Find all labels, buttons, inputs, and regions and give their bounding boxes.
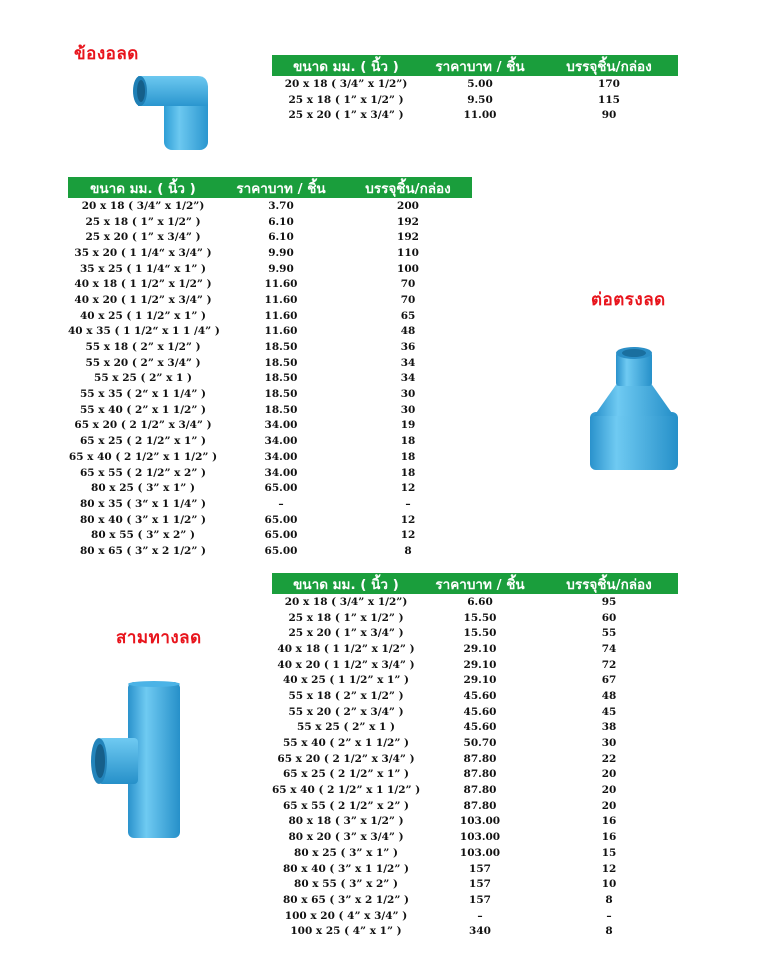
cell-size: 40 x 25 ( 1 1/2” x 1” ) [282,674,410,687]
cell-size: 40 x 25 ( 1 1/2” x 1” ) [79,309,207,322]
cell-size: 65 x 40 ( 2 1/2” x 1 1/2” ) [68,450,218,463]
cell-price: 3.70 [268,199,294,212]
table-row [68,512,472,528]
table-row [68,433,472,449]
cell-price: 65.00 [264,544,298,557]
cell-size: 65 x 25 ( 2 1/2” x 1” ) [282,768,410,781]
cell-size: 25 x 20 ( 1” x 3/4” ) [85,231,201,244]
cell-price: 65.00 [264,513,298,526]
cell-size: 35 x 25 ( 1 1/4“ x 1” ) [79,262,207,275]
table-row [68,276,472,292]
cell-size: 55 x 40 ( 2” x 1 1/2” ) [79,403,207,416]
cell-size: 80 x 65 ( 3” x 2 1/2” ) [79,544,207,557]
header-price: ราคาบาท / ชิ้น [236,180,326,197]
table-row [68,355,472,371]
elbow-title: ข้องอลด [74,44,139,64]
cell-size: 55 x 18 ( 2” x 1/2” ) [288,689,404,702]
cell-size: 20 x 18 ( 3/4” x 1/2”) [81,199,205,212]
cell-pack: 12 [400,482,416,495]
cell-size: 40 x 20 ( 1 1/2” x 3/4” ) [74,293,212,306]
table-row [272,861,678,877]
cell-pack: 192 [397,215,419,228]
cell-price: 65.00 [264,482,298,495]
table-row [272,798,678,814]
cell-size: 40 x 20 ( 1 1/2” x 3/4” ) [277,658,415,671]
cell-pack: 20 [601,784,617,797]
elbow-fitting-image [128,66,218,156]
cell-size: 80 x 20 ( 3” x 3/4” ) [288,831,404,844]
cell-pack: 200 [397,199,419,212]
cell-price: 29.10 [463,674,497,687]
cell-pack: 8 [404,544,412,557]
cell-price: 65.00 [264,529,298,542]
table-row [68,402,472,418]
cell-pack: 65 [400,309,416,322]
cell-size: 55 x 20 ( 2” x 3/4” ) [85,356,201,369]
table-row [272,704,678,720]
cell-pack: 48 [601,689,617,702]
cell-price: 11.60 [264,325,298,338]
cell-price: – [278,497,284,510]
cell-price: 87.80 [463,799,497,812]
cell-price: 18.50 [264,341,298,354]
table-row [272,107,678,123]
cell-price: 6.10 [268,231,294,244]
cell-size: 80 x 40 ( 3” x 1 1/2” ) [79,513,207,526]
cell-price: 6.60 [467,595,493,608]
cell-size: 80 x 65 ( 3” x 2 1/2” ) [282,893,410,906]
cell-price: 34.00 [264,450,298,463]
table-row [68,198,472,214]
cell-pack: 36 [400,341,416,354]
cell-size: 80 x 55 ( 3” x 2” ) [91,529,195,542]
table-row [68,418,472,434]
cell-size: 40 x 35 ( 1 1/2“ x 1 1 /4” ) [68,325,220,338]
cell-size: 80 x 40 ( 3” x 1 1/2” ) [282,862,410,875]
cell-pack: 72 [601,658,617,671]
table-row [68,386,472,402]
cell-pack: 60 [601,611,617,624]
reducer-title: ต่อตรงลด [591,290,666,310]
header-pack: บรรจุชิ้น/กล่อง [365,180,451,197]
table-row [272,908,678,924]
table-header [272,55,678,76]
header-price: ราคาบาท / ชิ้น [435,58,525,75]
cell-pack: 8 [605,925,613,938]
table-row [272,876,678,892]
table-row [272,735,678,751]
table-row [272,641,678,657]
cell-pack: 16 [601,815,617,828]
cell-pack: – [405,497,411,510]
header-size: ขนาด มม. ( นิ้ว ) [90,180,196,197]
cell-price: 157 [469,893,491,906]
cell-price: 87.80 [463,752,497,765]
cell-size: 25 x 18 ( 1” x 1/2” ) [288,93,404,106]
cell-size: 20 x 18 ( 3/4” x 1/2”) [284,77,408,90]
table-row [272,782,678,798]
cell-pack: 45 [601,705,617,718]
table-row [68,339,472,355]
cell-price: 157 [469,862,491,875]
table-row [68,324,472,340]
cell-price: 45.60 [463,705,497,718]
cell-pack: 34 [400,356,416,369]
header-price: ราคาบาท / ชิ้น [435,576,525,593]
cell-pack: 18 [400,466,416,479]
header-pack: บรรจุชิ้น/กล่อง [566,576,652,593]
cell-price: 157 [469,878,491,891]
cell-price: 50.70 [463,737,497,750]
cell-price: 18.50 [264,403,298,416]
cell-price: 103.00 [459,831,501,844]
cell-price: 45.60 [463,689,497,702]
cell-size: 80 x 25 ( 3” x 1” ) [294,846,398,859]
cell-pack: 70 [400,278,416,291]
table-row [68,261,472,277]
cell-price: 11.00 [463,109,497,122]
cell-pack: 115 [598,93,620,106]
cell-pack: 48 [400,325,416,338]
table-row [272,92,678,108]
table-row [68,449,472,465]
cell-price: 87.80 [463,784,497,797]
table-header [272,573,678,594]
cell-pack: 55 [601,627,617,640]
cell-price: 18.50 [264,388,298,401]
cell-size: 100 x 20 ( 4” x 3/4” ) [284,909,408,922]
cell-pack: 10 [601,878,617,891]
cell-size: 80 x 25 ( 3” x 1” ) [91,482,195,495]
cell-size: 55 x 18 ( 2” x 1/2” ) [85,341,201,354]
cell-pack: 74 [601,642,617,655]
reducer-table [68,177,472,559]
table-row [272,845,678,861]
cell-price: 34.00 [264,466,298,479]
tee-rows [272,594,678,939]
cell-size: 40 x 18 ( 1 1/2” x 1/2” ) [74,278,212,291]
table-row [68,527,472,543]
cell-pack: 30 [400,388,416,401]
table-row [272,610,678,626]
cell-size: 80 x 55 ( 3” x 2” ) [294,878,398,891]
cell-size: 55 x 25 ( 2” x 1 ) [94,372,192,385]
table-row [272,829,678,845]
cell-pack: 90 [601,109,617,122]
cell-pack: 192 [397,231,419,244]
cell-pack: 19 [400,419,416,432]
cell-price: 45.60 [463,721,497,734]
cell-price: 340 [469,925,491,938]
elbow-rows [272,76,678,123]
tee-title: สามทางลด [116,628,202,648]
cell-price: 87.80 [463,768,497,781]
cell-pack: 18 [400,450,416,463]
table-row [68,371,472,387]
table-row [272,76,678,92]
header-size: ขนาด มม. ( นิ้ว ) [293,576,399,593]
cell-price: 103.00 [459,815,501,828]
table-row [68,480,472,496]
cell-pack: 100 [397,262,419,275]
reducer-rows [68,198,472,559]
cell-size: 80 x 18 ( 3” x 1/2” ) [288,815,404,828]
table-row [272,767,678,783]
table-row [272,720,678,736]
cell-pack: 34 [400,372,416,385]
cell-size: 55 x 25 ( 2” x 1 ) [297,721,395,734]
cell-pack: 12 [400,513,416,526]
cell-pack: 38 [601,721,617,734]
cell-price: 29.10 [463,658,497,671]
table-header [68,177,472,198]
header-size: ขนาด มม. ( นิ้ว ) [293,58,399,75]
cell-price: 15.50 [463,611,497,624]
elbow-table [272,55,678,123]
cell-pack: 12 [601,862,617,875]
cell-size: 25 x 20 ( 1” x 3/4” ) [288,627,404,640]
cell-price: 103.00 [459,846,501,859]
cell-pack: 95 [601,595,617,608]
cell-price: 9.90 [268,246,294,259]
table-row [272,594,678,610]
cell-size: 100 x 25 ( 4” x 1” ) [290,925,402,938]
cell-pack: 18 [400,435,416,448]
tee-table [272,573,678,939]
cell-price: 18.50 [264,372,298,385]
cell-price: 11.60 [264,278,298,291]
cell-size: 65 x 55 ( 2 1/2” x 2” ) [79,466,207,479]
cell-pack: – [606,909,612,922]
cell-price: – [477,909,483,922]
cell-pack: 16 [601,831,617,844]
header-pack: บรรจุชิ้น/กล่อง [566,58,652,75]
table-row [272,625,678,641]
cell-size: 65 x 20 ( 2 1/2” x 3/4” ) [74,419,212,432]
cell-pack: 20 [601,799,617,812]
cell-price: 9.50 [467,93,493,106]
cell-price: 34.00 [264,435,298,448]
table-row [272,751,678,767]
cell-size: 35 x 20 ( 1 1/4“ x 3/4” ) [74,246,212,259]
cell-pack: 170 [598,77,620,90]
table-row [272,688,678,704]
table-row [68,229,472,245]
cell-pack: 20 [601,768,617,781]
cell-size: 65 x 55 ( 2 1/2” x 2” ) [282,799,410,812]
cell-size: 20 x 18 ( 3/4” x 1/2”) [284,595,408,608]
cell-size: 55 x 40 ( 2” x 1 1/2” ) [282,737,410,750]
table-row [68,465,472,481]
table-row [68,214,472,230]
cell-price: 11.60 [264,293,298,306]
cell-pack: 15 [601,846,617,859]
cell-size: 25 x 18 ( 1” x 1/2” ) [85,215,201,228]
cell-pack: 110 [397,246,419,259]
cell-price: 5.00 [467,77,493,90]
cell-pack: 22 [601,752,617,765]
table-row [272,672,678,688]
cell-size: 40 x 18 ( 1 1/2” x 1/2” ) [277,642,415,655]
cell-price: 11.60 [264,309,298,322]
cell-price: 29.10 [463,642,497,655]
cell-price: 9.90 [268,262,294,275]
cell-size: 65 x 40 ( 2 1/2” x 1 1/2” ) [272,784,421,797]
cell-size: 65 x 20 ( 2 1/2” x 3/4” ) [277,752,415,765]
table-row [272,923,678,939]
table-row [68,292,472,308]
table-row [272,657,678,673]
cell-size: 55 x 20 ( 2” x 3/4” ) [288,705,404,718]
cell-pack: 8 [605,893,613,906]
table-row [68,543,472,559]
cell-pack: 70 [400,293,416,306]
reducing-tee-image [88,680,184,840]
table-row [272,814,678,830]
cell-pack: 30 [601,737,617,750]
cell-pack: 67 [601,674,617,687]
cell-pack: 12 [400,529,416,542]
table-row [68,308,472,324]
cell-price: 34.00 [264,419,298,432]
cell-size: 55 x 35 ( 2“ x 1 1/4” ) [79,388,207,401]
cell-pack: 30 [400,403,416,416]
table-row [272,892,678,908]
cell-size: 25 x 20 ( 1” x 3/4” ) [288,109,404,122]
table-row [68,245,472,261]
cell-size: 65 x 25 ( 2 1/2” x 1” ) [79,435,207,448]
cell-size: 25 x 18 ( 1” x 1/2” ) [288,611,404,624]
cell-price: 18.50 [264,356,298,369]
table-row [68,496,472,512]
cell-price: 15.50 [463,627,497,640]
cell-price: 6.10 [268,215,294,228]
reducer-coupling-image [588,344,680,474]
cell-size: 80 x 35 ( 3“ x 1 1/4” ) [79,497,207,510]
